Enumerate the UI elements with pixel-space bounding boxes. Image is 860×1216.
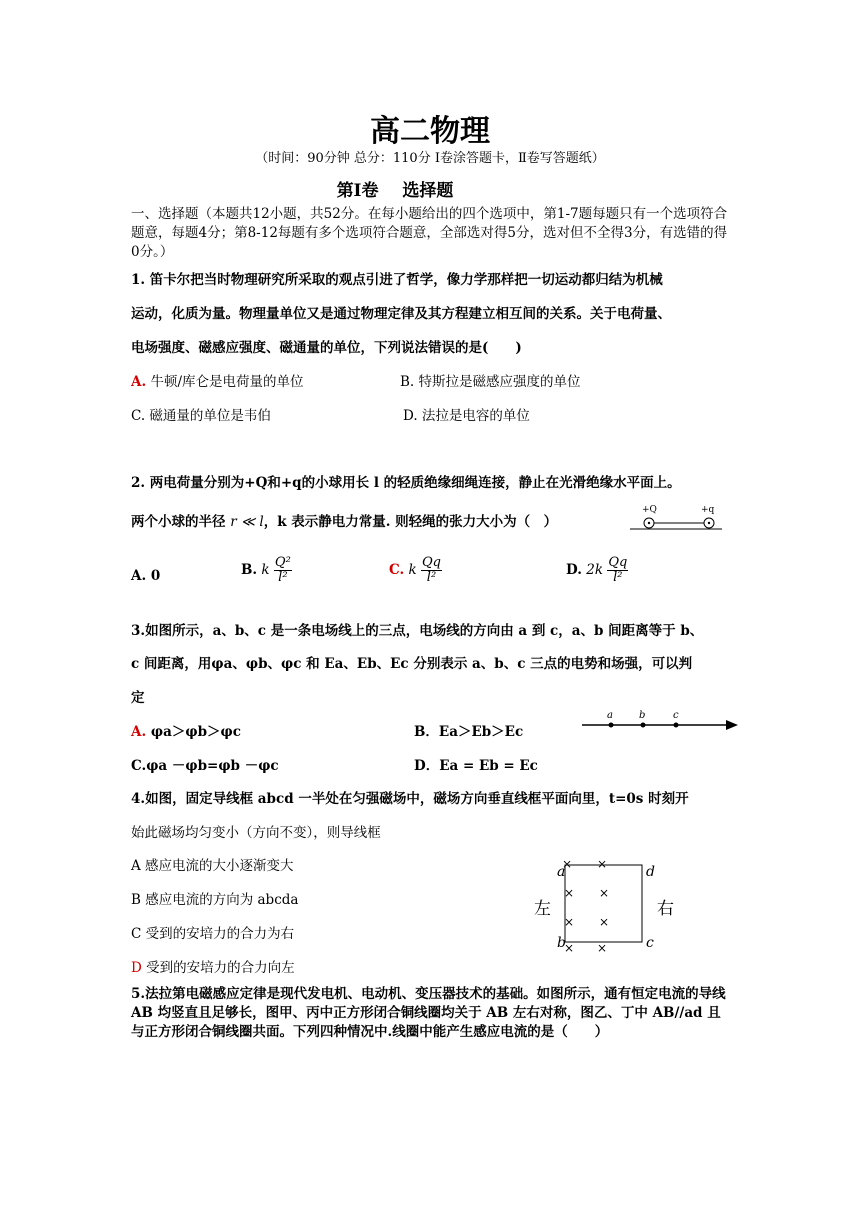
q1-option-a xyxy=(131,370,304,390)
q4-line2: 始此磁场均匀变小（方向不变），则导线框 xyxy=(131,825,381,841)
q2-option-c-letter: C. xyxy=(389,562,405,578)
q4-option-c: C 受到的安培力的合力为右 xyxy=(131,926,295,942)
q4-option-b: B 感应电流的方向为 abcda xyxy=(131,892,299,908)
q2-option-b-letter: B. xyxy=(241,562,258,578)
q2-option-c-fraction xyxy=(421,556,442,585)
q4-label-b: b xyxy=(557,935,566,951)
q2-option-b-denominator: l² xyxy=(278,570,288,585)
q2-option-c-numerator: Qq xyxy=(422,555,441,570)
svg-text:×: × xyxy=(597,941,608,952)
q3-arrow-icon xyxy=(726,720,738,730)
q2-option-d-letter: D. xyxy=(566,562,582,578)
q2-line2-pre: 两个小球的半径 xyxy=(131,514,231,530)
q2-fig-label-Q: +Q xyxy=(642,505,657,515)
q4-option-d-letter: D xyxy=(131,960,142,976)
q4-option-d xyxy=(131,956,295,976)
svg-text:×: × xyxy=(564,915,575,929)
q1-option-d: D. 法拉是电容的单位 xyxy=(403,408,530,424)
svg-text:×: × xyxy=(564,941,575,952)
section-heading: 第Ⅰ卷 选择题 xyxy=(336,181,454,201)
q2-option-b-numerator: Q² xyxy=(274,555,291,570)
q2-option-d-fraction xyxy=(607,556,628,585)
q3-option-c: C.φa －φb=φb －φc xyxy=(131,758,279,774)
q2-fig-label-q: +q xyxy=(701,505,715,515)
q1-option-a-text: 牛顿/库仑是电荷量的单位 xyxy=(150,374,304,390)
q3-figure xyxy=(580,708,740,734)
q3-line2: c 间距离，用φa、φb、φc 和 Ea、Eb、Ec 分别表示 a、b、c 三点的电势和场强，可以判 xyxy=(131,656,693,672)
svg-text:×: × xyxy=(564,886,575,900)
q1-option-b: B. 特斯拉是磁感应强度的单位 xyxy=(400,374,581,390)
q3-option-a-text: φa＞φb＞φc xyxy=(150,724,241,740)
q3-option-b: B．Ea＞Eb＞Ec xyxy=(414,724,524,740)
q4-label-a: a xyxy=(557,864,566,880)
q3-option-a xyxy=(131,720,241,740)
svg-text:×: × xyxy=(599,915,610,929)
q1-line1: 1. 笛卡尔把当时物理研究所采取的观点引进了哲学，像力学那样把一切运动都归结为机械 xyxy=(131,272,663,288)
q2-option-c-denominator: l² xyxy=(426,570,437,585)
q1-option-c: C. 磁通量的单位是韦伯 xyxy=(131,408,271,424)
q4-label-right: 右 xyxy=(657,899,674,919)
q5-text: 5.法拉第电磁感应定律是现代发电机、电动机、变压器技术的基础。如图所示，通有恒定电流的导线 AB 均竖直且足够长，图甲、丙中正方形闭合铜线圈均关于 AB 左右对称，图乙、丁中 AB//ad 且与正方形闭合铜线圈共面。下列四种情况中.线圈中能产生感应电流的是（ ） xyxy=(131,986,726,1040)
q4-option-d-text: 受到的安培力的合力向左 xyxy=(146,960,295,976)
svg-text:×: × xyxy=(562,857,573,871)
q3-label-b: b xyxy=(639,710,646,721)
q2-option-b-k: k xyxy=(261,562,270,578)
q4-label-left: 左 xyxy=(534,899,551,919)
q4-label-d: d xyxy=(646,864,655,880)
q3-point-b xyxy=(641,723,646,728)
q4-line1: 4.如图，固定导线框 abcd 一半处在匀强磁场中，磁场方向垂直线框平面向里，t=0s 时刻开 xyxy=(131,791,689,807)
page-title: 高二物理 xyxy=(370,114,490,149)
q1-option-a-letter: A. xyxy=(131,374,147,390)
q2-option-d-k: 2k xyxy=(586,562,604,578)
q3-label-c: c xyxy=(673,710,679,721)
q4-figure xyxy=(530,852,690,952)
q2-figure xyxy=(628,502,724,532)
q2-option-b xyxy=(241,556,292,585)
q1-line3: 电场强度、磁感应强度、磁通量的单位，下列说法错误的是( ) xyxy=(131,340,522,356)
q3-point-a xyxy=(609,723,614,728)
instructions: 一、选择题（本题共12小题，共52分。在每小题给出的四个选项中，第1-7题每题只有一个选项符合题意，每题4分；第8-12每题有多个选项符合题意，全部选对得5分，选对但不全得3分，有选错的得0分。） xyxy=(131,206,728,260)
q3-option-a-letter: A. xyxy=(131,724,147,740)
q4-wire-frame xyxy=(565,865,642,942)
q2-line1: 2. 两电荷量分别为+Q和+q的小球用长 l 的轻质绝缘细绳连接，静止在光滑绝缘水平面上。 xyxy=(131,475,681,491)
svg-text:×: × xyxy=(597,857,608,871)
q2-line2-post: ，k 表示静电力常量. 则轻绳的张力大小为（ ） xyxy=(263,514,558,530)
q1-line2: 运动，化质为量。物理量单位又是通过物理定律及其方程建立相互间的关系。关于电荷量、 xyxy=(131,306,671,322)
q2-option-a: A. 0 xyxy=(131,568,161,584)
q2-line2 xyxy=(131,510,557,530)
q3-line3: 定 xyxy=(131,690,145,706)
q2-option-b-fraction xyxy=(274,556,292,585)
q3-label-a: a xyxy=(607,710,613,721)
q4-option-a: A 感应电流的大小逐渐变大 xyxy=(131,858,294,874)
q2-option-c xyxy=(389,556,442,585)
q2-option-d-denominator: l² xyxy=(613,570,623,585)
svg-text:×: × xyxy=(599,886,610,900)
q3-option-d: D．Ea = Eb = Ec xyxy=(414,758,538,774)
exam-info: （时间：90分钟 总分：110分 Ⅰ卷涂答题卡，Ⅱ卷写答题纸） xyxy=(255,151,605,166)
q2-option-d-numerator: Qq xyxy=(608,555,628,570)
q2-condition: r ≪ l xyxy=(230,514,264,530)
q3-line1: 3.如图所示，a、b、c 是一条电场线上的三点，电场线的方向由 a 到 c，a、b 间距离等于 b、 xyxy=(131,623,704,639)
q2-option-c-k: k xyxy=(408,562,417,578)
q4-label-c: c xyxy=(646,935,654,951)
q4-magnetic-field-crosses xyxy=(562,857,609,952)
q3-point-c xyxy=(674,723,679,728)
q2-option-d xyxy=(566,556,628,585)
